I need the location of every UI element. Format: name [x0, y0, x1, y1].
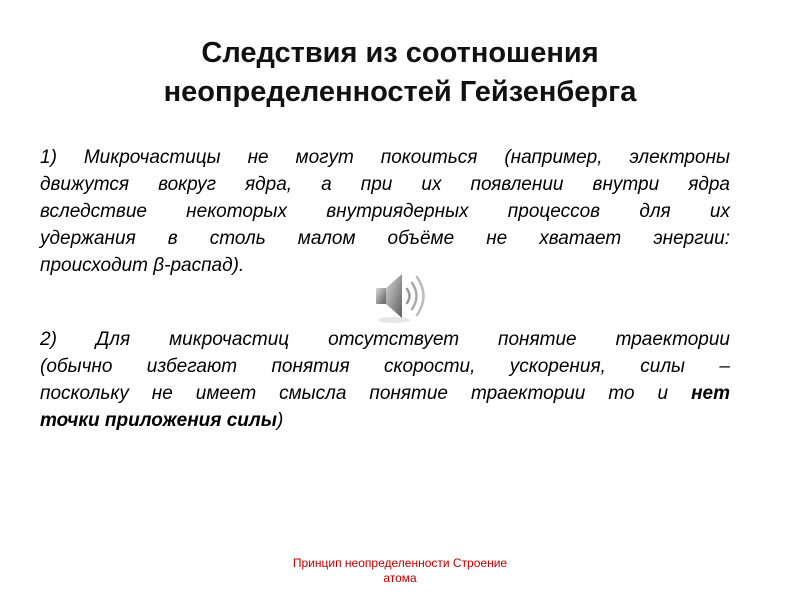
emphasis-no: нет: [691, 383, 730, 404]
paragraph-2-line-4-text: ): [276, 410, 284, 431]
paragraph-2-line-3: [40, 380, 730, 407]
slide-title-line-1: Следствия из соотношения: [201, 37, 599, 69]
paragraph-2-line-2: (обычно избегают понятия скорости, ускорения, силы –: [40, 356, 730, 377]
footer-line-1: Принцип неопределенности Строение: [292, 556, 508, 570]
paragraph-1-line-3: вследствие некоторых внутриядерных процессов для их: [40, 201, 730, 222]
footer-line-2: атома: [383, 571, 417, 585]
emphasis-force-point: точки приложения силы: [40, 410, 277, 431]
slide-title: [60, 34, 740, 112]
paragraph-1-line-2: движутся вокруг ядра, а при их появлении внутри ядра: [40, 174, 730, 195]
paragraph-2-line-3-text: поскольку не имеет смысла понятие траектории то и: [40, 383, 692, 404]
paragraph-2-line-1: 2) Для микрочастиц отсутствует понятие траектории: [40, 329, 730, 350]
slide-footer: [220, 556, 580, 586]
paragraph-trajectory: [40, 326, 730, 434]
paragraph-1-line-1: 1) Микрочастицы не могут покоиться (например, электроны: [40, 147, 730, 168]
speaker-icon-graphic: [370, 268, 432, 326]
paragraph-microparticles-rest: [40, 144, 730, 279]
paragraph-2-line-4: [40, 407, 730, 434]
paragraph-1-line-4: удержания в столь малом объёме не хватает энергии:: [40, 228, 730, 249]
slide-title-line-2: неопределенностей Гейзенберга: [163, 76, 637, 108]
paragraph-1-line-5: происходит β-распад).: [40, 255, 245, 276]
speaker-icon[interactable]: [370, 268, 432, 326]
